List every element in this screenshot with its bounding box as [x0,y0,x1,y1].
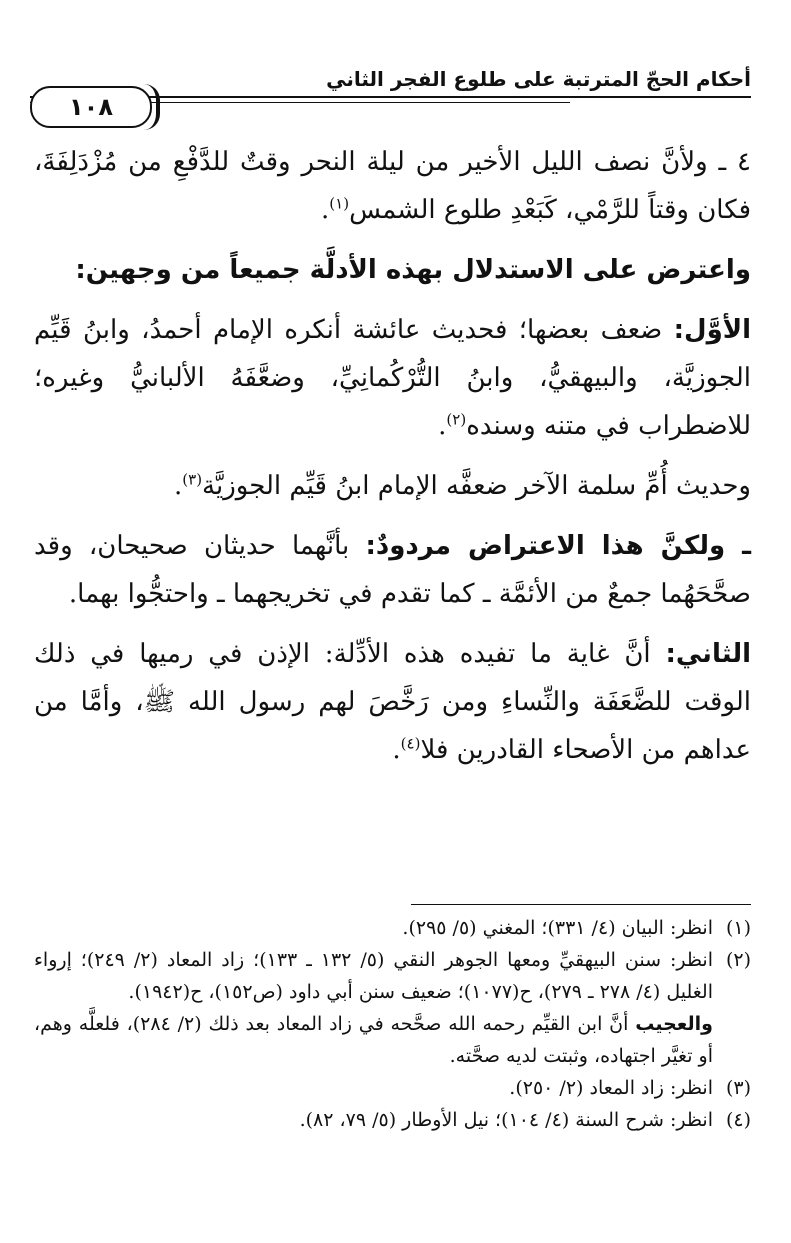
footnotes [34,912,751,1136]
footnote-text: أنَّ ابن القيِّم رحمه الله صحَّحه في زاد المعاد بعد ذلك (٢/ ٢٨٤)، فلعلَّه وهم، أو تغيَّر اجتهاده، وثبتت لديه صحَّته. [34,1013,713,1067]
running-title: أحكام الحجّ المترتبة على طلوع الفجر الثاني [326,67,751,91]
paragraph-second-objection: الثاني: أنَّ غاية ما تفيده هذه الأدِّلة: الإذن في رميها في ذلك الوقت للضَّعَفَة والنِّساءِ ومن رَخَّصَ لهم رسول الله ﷺ، وأمَّا من عداهم من الأصحاء القادرين فلا$^{(٤)}$. [34,639,751,765]
footnote-separator [411,904,751,905]
paragraph-first-objection: الأوَّل: ضعف بعضها؛ فحديث عائشة أنكره الإمام أحمدُ، وابنُ قَيِّم الجوزيَّة، والبيهقيُّ، وابنُ التُّرْكُمانِيِّ، وضعَّفَهُ الألبانيُّ وغيره؛ للاضطراب في متنه وسنده$^{(٢)}$. [34,315,751,441]
page-number: ١٠٨ [69,93,113,121]
footnote-3 [34,1072,751,1104]
paragraph-umm-salama: وحديث أُمِّ سلمة الآخر ضعفَّه الإمام ابنُ قَيِّم الجوزيَّة$^{(٣)}$. [174,470,751,501]
footnote-ref-3[interactable]: (٣) [182,470,203,489]
page-number-box [30,86,152,128]
footnote-text: انظر: البيان (٤/ ٣٣١)؛ المغني (٥/ ٢٩٥). [402,917,713,939]
main-text [34,138,751,774]
footnote-text: انظر: زاد المعاد (٢/ ٢٥٠). [509,1077,713,1099]
footnote-ref-4[interactable]: (٤) [400,734,421,753]
footnote-2 [34,944,751,1008]
footnote-number: (٢) [725,949,751,971]
footnote-2-continuation [34,1008,751,1072]
paragraph-rebuttal: ـ ولكنَّ هذا الاعتراض مردودٌ: بأنَّهما حديثان صحيحان، وقد صحَّحَهُما جمعٌ من الأئمَّة ـ كما تقدم في تخريجهما ـ واحتجُّوا بهما. [34,531,751,609]
lead-first: الأوَّل: [673,315,751,345]
footnote-ref-1[interactable]: (١) [329,194,350,213]
footnote-text: انظر: شرح السنة (٤/ ١٠٤)؛ نيل الأوطار (٥/ ٧٩، ٨٢). [299,1109,713,1131]
footnote-number: (٤) [725,1109,751,1131]
footnote-number: (١) [725,917,751,939]
footnote-4 [34,1104,751,1136]
footnote-lead-word: والعجيب [635,1013,713,1035]
footnote-number: (٣) [725,1077,751,1099]
footnote-ref-2[interactable]: (٢) [446,410,467,429]
footnote-text: انظر: سنن البيهقيِّ ومعها الجوهر النقي (٥/ ١٣٢ ـ ١٣٣)؛ زاد المعاد (٢/ ٢٤٩)؛ إرواء الغليل (٤/ ٢٧٨ ـ ٢٧٩)، ح(١٠٧٧)؛ ضعيف سنن أبي داود (ص١٥٢)، ح(١٩٤٢). [34,949,714,1003]
footnote-1 [34,912,751,944]
paragraph-point-4: ٤ ـ ولأنَّ نصف الليل الأخير من ليلة النحر وقتٌ للدَّفْعِ من مُزْدَلِفَةَ، فكان وقتاً للرَّمْي، كَبَعْدِ طلوع الشمس$^{(١)}$. [34,147,751,225]
section-heading: واعترض على الاستدلال بهذه الأدلَّة جميعاً من وجهين: [75,255,751,285]
lead-second: الثاني: [665,639,751,669]
lead-rebuttal: ـ ولكنَّ هذا الاعتراض مردودٌ: [365,531,751,561]
